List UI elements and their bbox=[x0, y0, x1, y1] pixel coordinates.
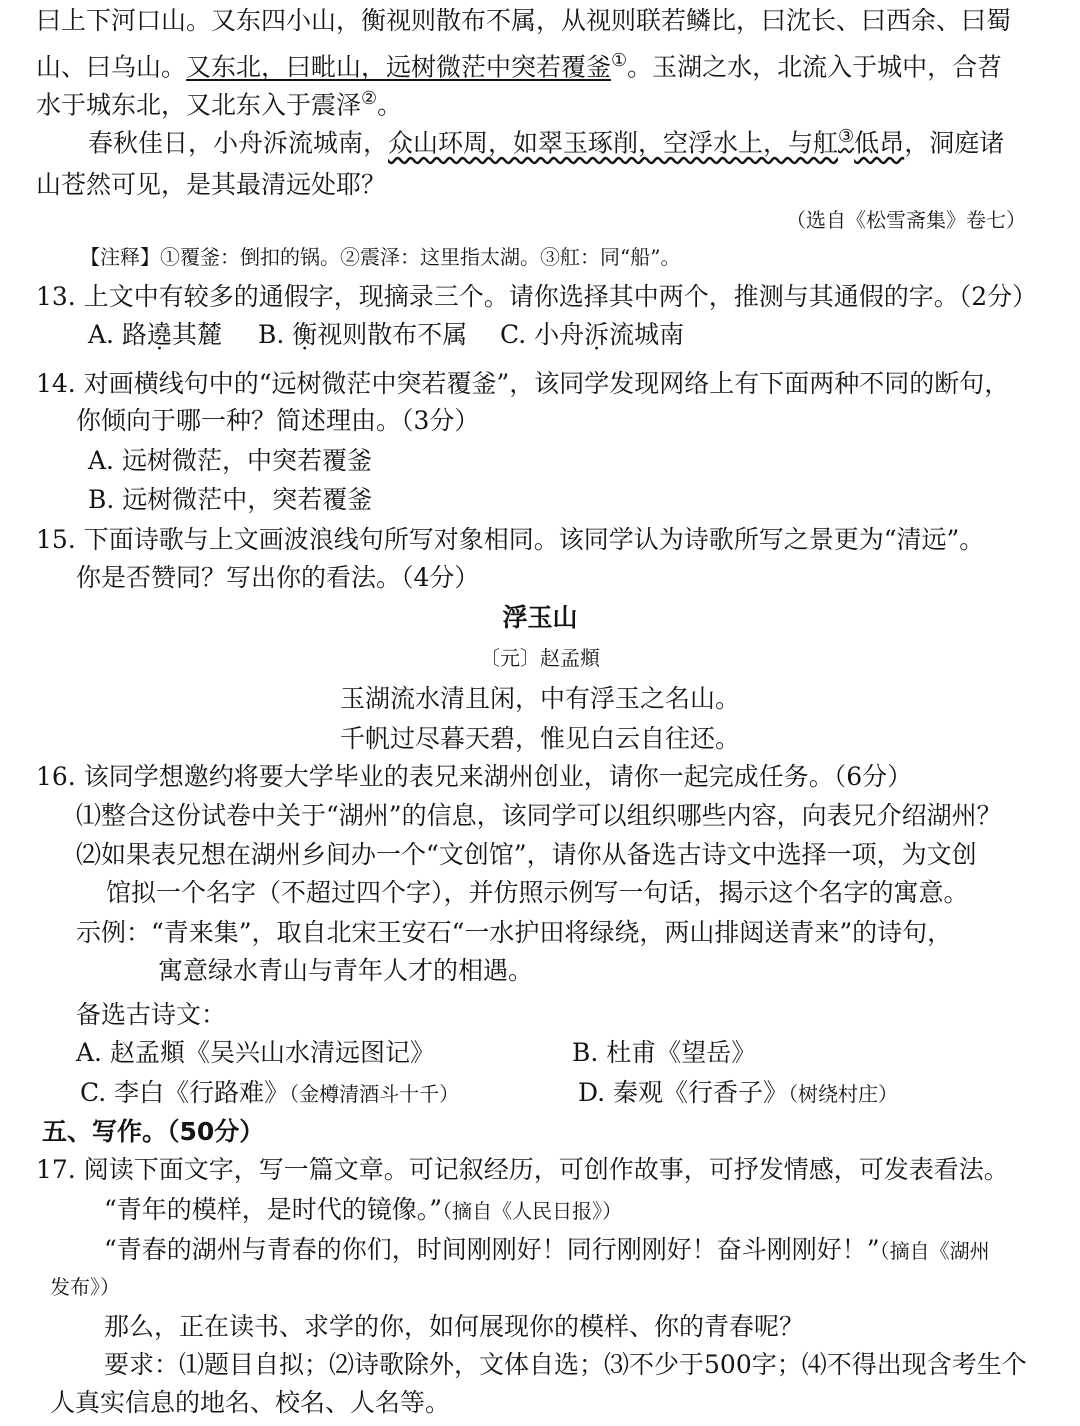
passage-line-1 bbox=[36, 6, 1011, 36]
q16-options-label: 备选古诗文： bbox=[76, 1000, 227, 1029]
note-marker-3: ③ bbox=[838, 126, 855, 147]
option-note: （树绕村庄） bbox=[788, 1082, 899, 1106]
q16-sub-2-line-2: 馆拟一个名字（不超过四个字），并仿照示例写一句话，揭示这个名字的寓意。 bbox=[106, 878, 969, 907]
q16-option-c bbox=[80, 1078, 459, 1108]
passage-line-5 bbox=[36, 170, 386, 200]
option-text: C. 小舟 bbox=[500, 320, 585, 349]
q16-option-b: B. 杜甫《望岳》 bbox=[572, 1038, 757, 1067]
q14-stem-1: 14. 对画横线句中的“远树微茫中突若覆釜”，该同学发现网络上有下面两种不同的断句， bbox=[36, 369, 1010, 398]
q17-quote-1 bbox=[104, 1195, 622, 1225]
q13-stem: 13. 上文中有较多的通假字，现摘录三个。请你选择其中两个，推测与其通假的字。（2分） bbox=[36, 282, 1038, 311]
q13-option-c bbox=[500, 320, 684, 350]
q14-option-a: A. 远树微茫，中突若覆釜 bbox=[88, 446, 372, 475]
q17-requirements-line-2: 人真实信息的地名、校名、人名等。 bbox=[50, 1388, 451, 1417]
q16-option-d bbox=[578, 1078, 898, 1108]
q16-sub-1: ⑴整合这份试卷中关于“湖州”的信息，该同学可以组织哪些内容，向表兄介绍湖州？ bbox=[76, 801, 1002, 830]
q17-prompt: 那么，正在读书、求学的你，如何展现你的模样、你的青春呢？ bbox=[104, 1312, 805, 1341]
note-marker-2: ② bbox=[361, 88, 378, 109]
quote-source: （摘自《湖州 bbox=[879, 1239, 990, 1263]
passage-text: 山、曰乌山。 bbox=[36, 52, 187, 82]
passage-line-4 bbox=[88, 126, 1004, 158]
passage-text: 水于城东北，又北东入于震泽 bbox=[36, 90, 362, 120]
quote-text: “青春的湖州与青春的你们，时间刚刚好！同行刚刚好！奋斗刚刚好！” bbox=[104, 1235, 880, 1264]
q16-example-line-1: 示例：“青来集”，取自北宋王安石“一水护田将绿绕，两山排闼送青来”的诗句， bbox=[76, 918, 953, 947]
option-text: D. 秦观《行香子》 bbox=[578, 1078, 789, 1107]
passage-text: 山苍然可见，是其最清远处耶？ bbox=[36, 170, 387, 199]
underlined-sentence: 又东北，曰毗山，远树微茫中突若覆釜 bbox=[186, 52, 612, 82]
passage-line-2 bbox=[36, 50, 1002, 82]
q16-option-a: A. 赵孟頫《吴兴山水清远图记》 bbox=[76, 1038, 435, 1067]
q16-stem: 16. 该同学想邀约将要大学毕业的表兄来湖州创业，请你一起完成任务。（6分） bbox=[36, 762, 913, 791]
passage-text: 。玉湖之水，北流入于城中，合苕 bbox=[627, 52, 1003, 82]
passage-source: （选自《松雪斋集》卷七） bbox=[786, 208, 1026, 232]
passage-text: ，洞庭诸 bbox=[904, 128, 1005, 158]
q17-quote-2-source-end: 发布》） bbox=[50, 1275, 120, 1299]
wavy-underlined-sentence: 众山环周，如翠玉琢削，空浮水上，与舡 bbox=[388, 128, 839, 158]
quote-text: “青年的模样，是时代的镜像。” bbox=[104, 1195, 443, 1224]
q13-option-b bbox=[258, 320, 467, 350]
poem-author: 〔元〕赵孟頫 bbox=[480, 646, 600, 670]
option-text: A. 路 bbox=[88, 320, 147, 349]
passage-notes: 【注释】①覆釜：倒扣的锅。②震泽：这里指太湖。③舡：同“船”。 bbox=[80, 245, 681, 269]
wavy-underlined-sentence: 低昂 bbox=[854, 128, 905, 158]
poem-line-2: 千帆过尽暮天碧，惟见白云自往还。 bbox=[339, 724, 740, 753]
dotted-char: 遶 bbox=[146, 320, 172, 349]
passage-text: 曰上下河口山。又东四小山，衡视则散布不属，从视则联若鳞比，曰沈长、曰西余、曰蜀 bbox=[36, 6, 1012, 35]
q16-sub-2-line-1: ⑵如果表兄想在湖州乡间办一个“文创馆”，请你从备选古诗文中选择一项，为文创 bbox=[76, 840, 977, 869]
poem-title: 浮玉山 bbox=[502, 603, 578, 632]
passage-text: 。 bbox=[377, 90, 403, 120]
option-text: 其麓 bbox=[171, 320, 222, 349]
option-text: 视则散布不属 bbox=[317, 320, 468, 349]
passage-line-3 bbox=[36, 88, 402, 120]
option-text: B. bbox=[258, 320, 293, 349]
section-5-heading: 五、写作。（50分） bbox=[42, 1117, 265, 1146]
option-note: （金樽清酒斗十千） bbox=[289, 1082, 460, 1106]
q17-quote-2 bbox=[104, 1235, 990, 1265]
q17-stem: 17. 阅读下面文字，写一篇文章。可记叙经历，可创作故事，可抒发情感，可发表看法。 bbox=[36, 1155, 1009, 1184]
q16-example-line-2: 寓意绿水青山与青年人才的相遇。 bbox=[158, 956, 534, 985]
quote-source: （摘自《人民日报》） bbox=[442, 1199, 623, 1223]
q17-requirements-line-1: 要求：⑴题目自拟；⑵诗歌除外，文体自选；⑶不少于500字；⑷不得出现含考生个 bbox=[104, 1350, 1027, 1379]
q15-stem-1: 15. 下面诗歌与上文画波浪线句所写对象相同。该同学认为诗歌所写之景更为“清远”。 bbox=[36, 525, 985, 554]
q15-stem-2: 你是否赞同？写出你的看法。（4分） bbox=[76, 563, 480, 592]
passage-text: 春秋佳日，小舟泝流城南， bbox=[88, 128, 389, 158]
note-marker-1: ① bbox=[611, 50, 628, 71]
q14-stem-2: 你倾向于哪一种？简述理由。（3分） bbox=[76, 406, 480, 435]
q14-option-b: B. 远树微茫中，突若覆釜 bbox=[88, 485, 373, 514]
dotted-char: 衡 bbox=[292, 320, 318, 349]
option-text: C. 李白《行路难》 bbox=[80, 1078, 290, 1107]
q13-option-a bbox=[88, 320, 222, 350]
poem-line-1: 玉湖流水清且闲，中有浮玉之名山。 bbox=[339, 684, 740, 713]
dotted-char: 泝 bbox=[584, 320, 610, 349]
option-text: 流城南 bbox=[609, 320, 685, 349]
